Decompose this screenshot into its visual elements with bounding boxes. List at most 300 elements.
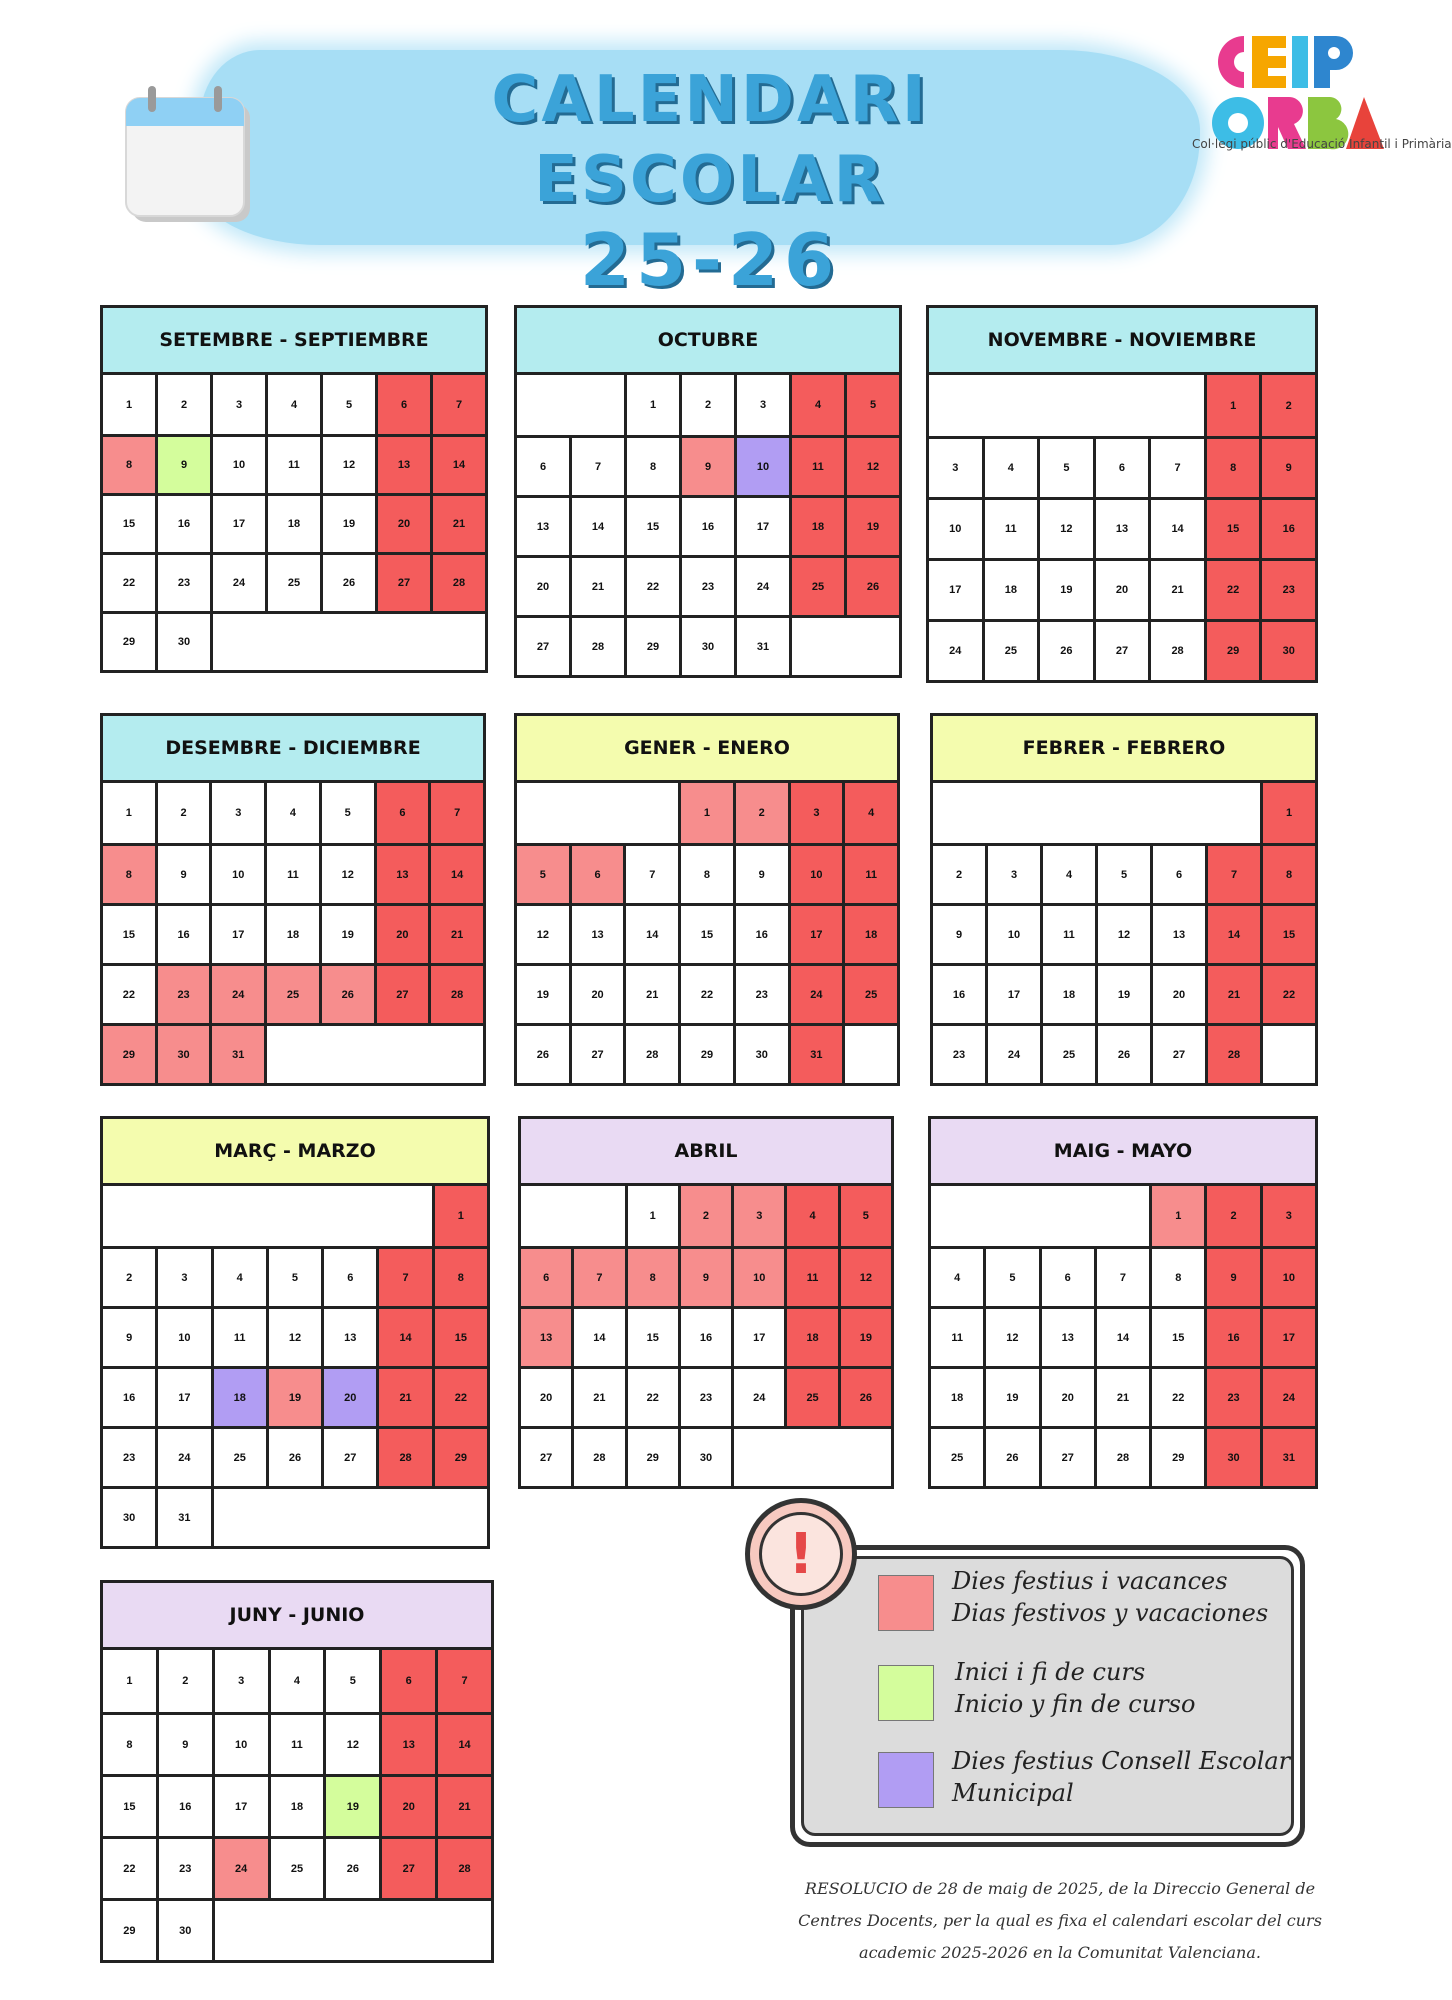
day-cell: 10 bbox=[737, 435, 792, 495]
day-cell: 22 bbox=[103, 552, 158, 611]
day-cell: 12 bbox=[323, 434, 378, 493]
day-cell: 19 bbox=[269, 1366, 324, 1426]
day-cell: 19 bbox=[323, 493, 378, 552]
day-cell: 20 bbox=[377, 903, 432, 963]
day-cell: 18 bbox=[787, 1306, 840, 1366]
day-cell: 14 bbox=[574, 1306, 627, 1366]
day-cell: 26 bbox=[1040, 619, 1096, 680]
day-cell: 4 bbox=[271, 1650, 327, 1712]
day-cell: 20 bbox=[382, 1774, 438, 1836]
day-cell: 5 bbox=[269, 1246, 324, 1306]
day-cell: 7 bbox=[572, 435, 627, 495]
month-title: NOVEMBRE - NOVIEMBRE bbox=[926, 305, 1318, 375]
month-calendar bbox=[100, 1580, 494, 1963]
day-cell: 11 bbox=[787, 1246, 840, 1306]
legend-swatch-start-end bbox=[878, 1665, 934, 1721]
day-cell: 13 bbox=[521, 1306, 574, 1366]
day-cell: 21 bbox=[626, 963, 681, 1023]
day-cell: 16 bbox=[1262, 497, 1318, 558]
day-cell: 21 bbox=[1208, 963, 1263, 1023]
day-cell: 5 bbox=[517, 843, 572, 903]
day-cell: 22 bbox=[1263, 963, 1318, 1023]
day-cell: 30 bbox=[159, 1898, 215, 1960]
day-cell: 7 bbox=[574, 1246, 627, 1306]
day-cell: 27 bbox=[377, 963, 432, 1023]
day-cell: 8 bbox=[435, 1246, 490, 1306]
day-cell: 6 bbox=[521, 1246, 574, 1306]
day-cell: 7 bbox=[626, 843, 681, 903]
day-cell: 25 bbox=[787, 1366, 840, 1426]
day-cell: 24 bbox=[737, 555, 792, 615]
day-cell: 12 bbox=[1040, 497, 1096, 558]
day-cell: 26 bbox=[517, 1023, 572, 1083]
month-grid bbox=[514, 375, 902, 678]
day-cell: 25 bbox=[268, 552, 323, 611]
day-cell: 27 bbox=[521, 1426, 574, 1486]
month-grid bbox=[514, 783, 900, 1086]
day-cell: 21 bbox=[438, 1774, 494, 1836]
empty-cell bbox=[521, 1186, 628, 1246]
day-cell: 24 bbox=[929, 619, 985, 680]
day-cell: 23 bbox=[681, 1366, 734, 1426]
day-cell: 23 bbox=[1262, 558, 1318, 619]
legend-text-council bbox=[952, 1745, 1290, 1809]
day-cell: 13 bbox=[324, 1306, 379, 1366]
day-cell: 22 bbox=[681, 963, 736, 1023]
day-cell: 28 bbox=[431, 963, 486, 1023]
day-cell: 3 bbox=[213, 375, 268, 434]
day-cell: 14 bbox=[626, 903, 681, 963]
empty-cell bbox=[517, 375, 627, 435]
day-cell: 28 bbox=[1097, 1426, 1152, 1486]
legend-council-line2: Municipal bbox=[952, 1779, 1074, 1807]
legend-start-end-line1: Inici i fi de curs bbox=[955, 1658, 1146, 1686]
day-cell: 18 bbox=[271, 1774, 327, 1836]
day-cell: 21 bbox=[433, 493, 488, 552]
legend-swatch-council bbox=[878, 1752, 934, 1808]
day-cell: 2 bbox=[682, 375, 737, 435]
day-cell: 11 bbox=[985, 497, 1041, 558]
day-cell: 12 bbox=[847, 435, 902, 495]
day-cell: 17 bbox=[791, 903, 846, 963]
day-cell: 3 bbox=[737, 375, 792, 435]
month-title: DESEMBRE - DICIEMBRE bbox=[100, 713, 486, 783]
empty-cell bbox=[933, 783, 1263, 843]
day-cell: 19 bbox=[322, 903, 377, 963]
empty-cell bbox=[215, 1898, 494, 1960]
day-cell: 25 bbox=[214, 1426, 269, 1486]
day-cell: 23 bbox=[1207, 1366, 1262, 1426]
day-cell: 8 bbox=[1263, 843, 1318, 903]
day-cell: 10 bbox=[158, 1306, 213, 1366]
day-cell: 23 bbox=[933, 1023, 988, 1083]
day-cell: 4 bbox=[787, 1186, 840, 1246]
day-cell: 29 bbox=[435, 1426, 490, 1486]
day-cell: 1 bbox=[1207, 375, 1263, 436]
day-cell: 20 bbox=[1096, 558, 1152, 619]
day-cell: 11 bbox=[931, 1306, 986, 1366]
day-cell: 9 bbox=[158, 434, 213, 493]
day-cell: 30 bbox=[158, 611, 213, 670]
day-cell: 30 bbox=[103, 1486, 158, 1546]
day-cell: 21 bbox=[572, 555, 627, 615]
day-cell: 6 bbox=[382, 1650, 438, 1712]
day-cell: 22 bbox=[103, 1836, 159, 1898]
day-cell: 26 bbox=[323, 552, 378, 611]
day-cell: 27 bbox=[1042, 1426, 1097, 1486]
month-title: MARÇ - MARZO bbox=[100, 1116, 490, 1186]
month-grid bbox=[100, 1650, 494, 1963]
month-grid bbox=[100, 375, 488, 673]
day-cell: 21 bbox=[431, 903, 486, 963]
day-cell: 2 bbox=[736, 783, 791, 843]
day-cell: 30 bbox=[158, 1023, 213, 1083]
day-cell: 9 bbox=[933, 903, 988, 963]
day-cell: 10 bbox=[988, 903, 1043, 963]
day-cell: 12 bbox=[269, 1306, 324, 1366]
day-cell: 9 bbox=[1207, 1246, 1262, 1306]
empty-cell bbox=[792, 615, 902, 675]
day-cell: 19 bbox=[841, 1306, 894, 1366]
day-cell: 6 bbox=[324, 1246, 379, 1306]
legend-text-holidays bbox=[952, 1565, 1268, 1629]
day-cell: 28 bbox=[379, 1426, 434, 1486]
month-grid bbox=[100, 783, 486, 1086]
day-cell: 19 bbox=[986, 1366, 1041, 1426]
day-cell: 24 bbox=[215, 1836, 271, 1898]
day-cell: 11 bbox=[845, 843, 900, 903]
day-cell: 31 bbox=[212, 1023, 267, 1083]
day-cell: 4 bbox=[845, 783, 900, 843]
day-cell: 5 bbox=[986, 1246, 1041, 1306]
day-cell: 5 bbox=[841, 1186, 894, 1246]
day-cell: 2 bbox=[103, 1246, 158, 1306]
day-cell: 26 bbox=[1098, 1023, 1153, 1083]
resolution-line1: RESOLUCIO de 28 de maig de 2025, de la Direccio General de bbox=[804, 1879, 1316, 1898]
day-cell: 29 bbox=[1207, 619, 1263, 680]
day-cell: 22 bbox=[628, 1366, 681, 1426]
day-cell: 16 bbox=[933, 963, 988, 1023]
day-cell: 4 bbox=[985, 436, 1041, 497]
day-cell: 11 bbox=[271, 1712, 327, 1774]
page-title bbox=[330, 60, 1090, 300]
day-cell: 14 bbox=[433, 434, 488, 493]
empty-cell bbox=[214, 1486, 490, 1546]
day-cell: 30 bbox=[1207, 1426, 1262, 1486]
day-cell: 21 bbox=[1097, 1366, 1152, 1426]
day-cell: 8 bbox=[628, 1246, 681, 1306]
day-cell: 5 bbox=[847, 375, 902, 435]
day-cell: 29 bbox=[627, 615, 682, 675]
day-cell: 20 bbox=[572, 963, 627, 1023]
day-cell: 24 bbox=[1263, 1366, 1318, 1426]
day-cell: 1 bbox=[103, 1650, 159, 1712]
day-cell: 28 bbox=[433, 552, 488, 611]
day-cell: 3 bbox=[988, 843, 1043, 903]
day-cell: 23 bbox=[158, 963, 213, 1023]
day-cell: 14 bbox=[1151, 497, 1207, 558]
month-grid bbox=[100, 1186, 490, 1549]
day-cell: 2 bbox=[1262, 375, 1318, 436]
day-cell: 16 bbox=[736, 903, 791, 963]
day-cell: 9 bbox=[736, 843, 791, 903]
day-cell: 4 bbox=[931, 1246, 986, 1306]
resolution-line2: Centres Docents, per la qual es fixa el calendari escolar del curs bbox=[798, 1911, 1322, 1930]
day-cell: 19 bbox=[326, 1774, 382, 1836]
day-cell: 28 bbox=[574, 1426, 627, 1486]
day-cell: 27 bbox=[1153, 1023, 1208, 1083]
day-cell: 1 bbox=[1152, 1186, 1207, 1246]
day-cell: 12 bbox=[322, 843, 377, 903]
day-cell: 3 bbox=[212, 783, 267, 843]
day-cell: 23 bbox=[158, 552, 213, 611]
day-cell: 19 bbox=[847, 495, 902, 555]
day-cell: 8 bbox=[681, 843, 736, 903]
empty-cell bbox=[213, 611, 488, 670]
day-cell: 5 bbox=[326, 1650, 382, 1712]
month-title: FEBRER - FEBRERO bbox=[930, 713, 1318, 783]
day-cell: 19 bbox=[1098, 963, 1153, 1023]
day-cell: 17 bbox=[158, 1366, 213, 1426]
day-cell: 2 bbox=[1207, 1186, 1262, 1246]
day-cell: 30 bbox=[1262, 619, 1318, 680]
day-cell: 16 bbox=[103, 1366, 158, 1426]
month-grid bbox=[926, 375, 1318, 683]
empty-cell bbox=[1263, 1023, 1318, 1083]
day-cell: 10 bbox=[791, 843, 846, 903]
day-cell: 12 bbox=[517, 903, 572, 963]
resolution-line3: academic 2025-2026 en la Comunitat Valenciana. bbox=[859, 1943, 1261, 1962]
day-cell: 20 bbox=[521, 1366, 574, 1426]
day-cell: 28 bbox=[572, 615, 627, 675]
day-cell: 12 bbox=[1098, 903, 1153, 963]
day-cell: 8 bbox=[103, 434, 158, 493]
legend-holidays-line1: Dies festius i vacances bbox=[952, 1567, 1228, 1595]
empty-cell bbox=[931, 1186, 1152, 1246]
month-title: SETEMBRE - SEPTIEMBRE bbox=[100, 305, 488, 375]
day-cell: 9 bbox=[682, 435, 737, 495]
day-cell: 15 bbox=[1207, 497, 1263, 558]
day-cell: 24 bbox=[213, 552, 268, 611]
day-cell: 8 bbox=[627, 435, 682, 495]
month-title: OCTUBRE bbox=[514, 305, 902, 375]
day-cell: 25 bbox=[1043, 1023, 1098, 1083]
day-cell: 23 bbox=[736, 963, 791, 1023]
day-cell: 3 bbox=[215, 1650, 271, 1712]
day-cell: 24 bbox=[791, 963, 846, 1023]
day-cell: 18 bbox=[792, 495, 847, 555]
legend-text-start-end bbox=[955, 1656, 1195, 1720]
day-cell: 17 bbox=[737, 495, 792, 555]
day-cell: 8 bbox=[103, 1712, 159, 1774]
month-title: GENER - ENERO bbox=[514, 713, 900, 783]
day-cell: 22 bbox=[1207, 558, 1263, 619]
day-cell: 28 bbox=[626, 1023, 681, 1083]
day-cell: 7 bbox=[1097, 1246, 1152, 1306]
day-cell: 29 bbox=[628, 1426, 681, 1486]
day-cell: 13 bbox=[1096, 497, 1152, 558]
day-cell: 15 bbox=[681, 903, 736, 963]
month-calendar bbox=[926, 305, 1318, 683]
month-calendar bbox=[514, 713, 900, 1086]
day-cell: 6 bbox=[1042, 1246, 1097, 1306]
day-cell: 9 bbox=[681, 1246, 734, 1306]
month-calendar bbox=[928, 1116, 1318, 1489]
day-cell: 27 bbox=[517, 615, 572, 675]
day-cell: 24 bbox=[734, 1366, 787, 1426]
day-cell: 22 bbox=[103, 963, 158, 1023]
day-cell: 5 bbox=[322, 783, 377, 843]
day-cell: 17 bbox=[215, 1774, 271, 1836]
day-cell: 13 bbox=[1042, 1306, 1097, 1366]
day-cell: 27 bbox=[382, 1836, 438, 1898]
month-calendar bbox=[100, 305, 488, 673]
day-cell: 3 bbox=[929, 436, 985, 497]
month-title: JUNY - JUNIO bbox=[100, 1580, 494, 1650]
day-cell: 3 bbox=[158, 1246, 213, 1306]
day-cell: 16 bbox=[681, 1306, 734, 1366]
day-cell: 28 bbox=[1208, 1023, 1263, 1083]
day-cell: 6 bbox=[517, 435, 572, 495]
day-cell: 12 bbox=[986, 1306, 1041, 1366]
day-cell: 17 bbox=[929, 558, 985, 619]
day-cell: 10 bbox=[212, 843, 267, 903]
legend-council-line1: Dies festius Consell Escolar bbox=[952, 1747, 1291, 1775]
month-calendar bbox=[930, 713, 1318, 1086]
day-cell: 4 bbox=[267, 783, 322, 843]
day-cell: 13 bbox=[572, 903, 627, 963]
day-cell: 7 bbox=[433, 375, 488, 434]
day-cell: 29 bbox=[103, 1898, 159, 1960]
title-line2: 25-26 bbox=[579, 218, 841, 302]
day-cell: 14 bbox=[431, 843, 486, 903]
day-cell: 24 bbox=[212, 963, 267, 1023]
day-cell: 12 bbox=[841, 1246, 894, 1306]
day-cell: 19 bbox=[1040, 558, 1096, 619]
day-cell: 8 bbox=[1207, 436, 1263, 497]
day-cell: 10 bbox=[734, 1246, 787, 1306]
day-cell: 25 bbox=[792, 555, 847, 615]
day-cell: 3 bbox=[1263, 1186, 1318, 1246]
empty-cell bbox=[103, 1186, 435, 1246]
day-cell: 25 bbox=[931, 1426, 986, 1486]
day-cell: 31 bbox=[1263, 1426, 1318, 1486]
day-cell: 20 bbox=[1153, 963, 1208, 1023]
day-cell: 18 bbox=[845, 903, 900, 963]
day-cell: 16 bbox=[1207, 1306, 1262, 1366]
day-cell: 22 bbox=[435, 1366, 490, 1426]
day-cell: 17 bbox=[213, 493, 268, 552]
day-cell: 1 bbox=[103, 783, 158, 843]
day-cell: 17 bbox=[1263, 1306, 1318, 1366]
day-cell: 11 bbox=[267, 843, 322, 903]
day-cell: 15 bbox=[1152, 1306, 1207, 1366]
month-title: ABRIL bbox=[518, 1116, 894, 1186]
day-cell: 18 bbox=[931, 1366, 986, 1426]
day-cell: 23 bbox=[159, 1836, 215, 1898]
day-cell: 21 bbox=[1151, 558, 1207, 619]
day-cell: 11 bbox=[792, 435, 847, 495]
day-cell: 4 bbox=[268, 375, 323, 434]
day-cell: 2 bbox=[933, 843, 988, 903]
empty-cell bbox=[929, 375, 1207, 436]
day-cell: 20 bbox=[324, 1366, 379, 1426]
day-cell: 17 bbox=[734, 1306, 787, 1366]
day-cell: 26 bbox=[269, 1426, 324, 1486]
day-cell: 16 bbox=[158, 903, 213, 963]
day-cell: 22 bbox=[627, 555, 682, 615]
day-cell: 26 bbox=[322, 963, 377, 1023]
day-cell: 13 bbox=[377, 843, 432, 903]
day-cell: 14 bbox=[1208, 903, 1263, 963]
day-cell: 14 bbox=[438, 1712, 494, 1774]
day-cell: 30 bbox=[736, 1023, 791, 1083]
day-cell: 5 bbox=[1098, 843, 1153, 903]
day-cell: 1 bbox=[627, 375, 682, 435]
day-cell: 9 bbox=[158, 843, 213, 903]
day-cell: 3 bbox=[734, 1186, 787, 1246]
day-cell: 29 bbox=[103, 1023, 158, 1083]
day-cell: 2 bbox=[681, 1186, 734, 1246]
day-cell: 2 bbox=[158, 783, 213, 843]
day-cell: 18 bbox=[267, 903, 322, 963]
day-cell: 29 bbox=[103, 611, 158, 670]
day-cell: 7 bbox=[431, 783, 486, 843]
empty-cell bbox=[267, 1023, 486, 1083]
day-cell: 15 bbox=[103, 1774, 159, 1836]
day-cell: 19 bbox=[517, 963, 572, 1023]
day-cell: 25 bbox=[267, 963, 322, 1023]
day-cell: 30 bbox=[681, 1426, 734, 1486]
day-cell: 25 bbox=[271, 1836, 327, 1898]
day-cell: 28 bbox=[1151, 619, 1207, 680]
legend-start-end-line2: Inicio y fin de curso bbox=[955, 1690, 1196, 1718]
day-cell: 31 bbox=[791, 1023, 846, 1083]
month-calendar bbox=[518, 1116, 894, 1489]
day-cell: 11 bbox=[214, 1306, 269, 1366]
day-cell: 4 bbox=[792, 375, 847, 435]
day-cell: 6 bbox=[378, 375, 433, 434]
day-cell: 4 bbox=[214, 1246, 269, 1306]
day-cell: 9 bbox=[159, 1712, 215, 1774]
day-cell: 2 bbox=[159, 1650, 215, 1712]
day-cell: 5 bbox=[323, 375, 378, 434]
day-cell: 12 bbox=[326, 1712, 382, 1774]
day-cell: 1 bbox=[435, 1186, 490, 1246]
day-cell: 31 bbox=[158, 1486, 213, 1546]
month-grid bbox=[518, 1186, 894, 1489]
day-cell: 17 bbox=[988, 963, 1043, 1023]
day-cell: 15 bbox=[628, 1306, 681, 1366]
day-cell: 6 bbox=[572, 843, 627, 903]
day-cell: 24 bbox=[158, 1426, 213, 1486]
day-cell: 14 bbox=[379, 1306, 434, 1366]
resolution-note bbox=[790, 1873, 1330, 1969]
day-cell: 16 bbox=[158, 493, 213, 552]
day-cell: 27 bbox=[378, 552, 433, 611]
day-cell: 15 bbox=[1263, 903, 1318, 963]
month-grid bbox=[928, 1186, 1318, 1489]
day-cell: 11 bbox=[1043, 903, 1098, 963]
day-cell: 25 bbox=[845, 963, 900, 1023]
day-cell: 14 bbox=[572, 495, 627, 555]
day-cell: 27 bbox=[572, 1023, 627, 1083]
day-cell: 9 bbox=[1262, 436, 1318, 497]
day-cell: 6 bbox=[1096, 436, 1152, 497]
day-cell: 2 bbox=[158, 375, 213, 434]
month-title: MAIG - MAYO bbox=[928, 1116, 1318, 1186]
day-cell: 21 bbox=[379, 1366, 434, 1426]
